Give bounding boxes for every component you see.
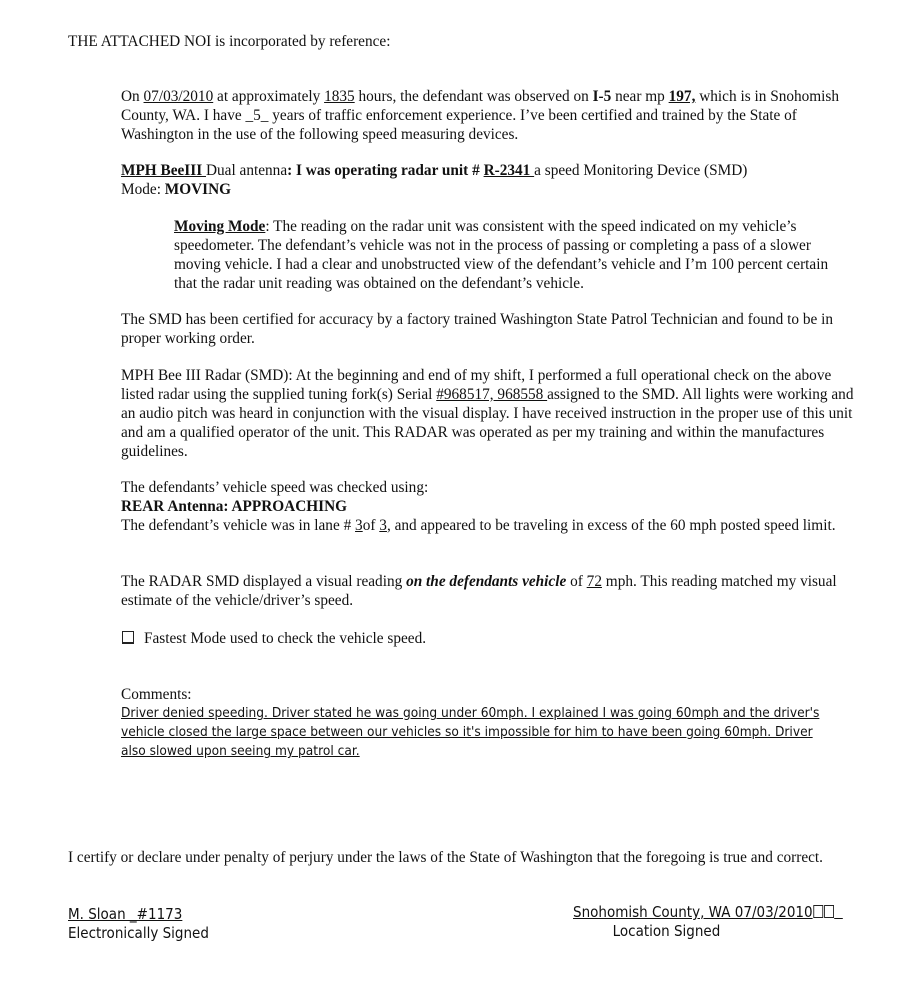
device-paragraph: MPH BeeIII Dual antenna: I was operating radar unit # R-2341 a speed Monitoring Device (SMD) Mode: MOVING (121, 162, 748, 198)
location-label: Location Signed (612, 922, 721, 940)
observation-paragraph: On 07/03/2010 at approximately 1835 hours, the defendant was observed on I-5 near mp 197, which is in Snohomish County, WA. I have _5_ years of traffic enforcement experience. I’ve been certified and trained by the State of Washington in the use of the following speed measuring devices. (121, 88, 840, 143)
device-model: MPH BeeIII (121, 162, 206, 179)
header-text: THE ATTACHED NOI is incorporated by reference: (68, 33, 391, 50)
speed-check-paragraph: The defendants’ vehicle speed was checked using: REAR Antenna: APPROACHING The defendant’s vehicle was in lane # 3of 3, and appeared to be traveling in excess of the 60 mph posted speed limit. (121, 479, 836, 534)
comment-line: vehicle closed the large space between our vehicles so it's impossible for him to have been going 60mph. Driver (121, 724, 813, 740)
operational-check-paragraph: MPH Bee III Radar (SMD): At the beginning and end of my shift, I performed a full operational check on the above listed radar using the supplied tuning fork(s) Serial #968517, 968558 assigned to the SMD. All lights were working and an audio pitch was heard in conjunction with the visual display. I have received instruction in the proper use of this unit and am a qualified operator of the unit. This RADAR was operated as per my training and within the manufactures guidelines. (121, 367, 854, 460)
antenna-mode: REAR Antenna: APPROACHING (121, 498, 348, 515)
radar-mode: MOVING (164, 181, 232, 198)
location-value: Snohomish County, WA 07/03/2010 (573, 903, 813, 921)
tuning-fork-serials: #968517, 968558 (436, 386, 548, 403)
radar-unit: R-2341 (483, 162, 535, 179)
comments-label: Comments: (121, 686, 192, 703)
observation-time: 1835 (324, 88, 355, 105)
fastest-mode-checkbox[interactable] (122, 631, 134, 644)
observation-date: 07/03/2010 (143, 88, 214, 105)
lane: 3 (355, 517, 363, 534)
location-block (573, 903, 843, 941)
moving-mode-paragraph: Moving Mode: The reading on the radar unit was consistent with the speed indicated on my vehicle’s speedometer. The defendant’s vehicle was not in the process of passing or completing a pass of a slower moving vehicle. I had a clear and unobstructed view of the defendant’s vehicle and I’m 100 percent certain that the radar unit reading was obtained on the defendant’s vehicle. (174, 218, 829, 292)
reading-paragraph: The RADAR SMD displayed a visual reading on the defendants vehicle of 72 mph. This reading matched my visual estimate of the vehicle/driver’s speed. (121, 573, 837, 609)
road: I-5 (592, 88, 612, 105)
lane-count: 3 (379, 517, 387, 534)
years-experience: _5_ (245, 107, 269, 124)
comment-line: also slowed upon seeing my patrol car. (121, 743, 360, 759)
signature-block (68, 905, 209, 943)
certification-paragraph: The SMD has been certified for accuracy by a factory trained Washington State Patrol Technician and found to be in proper working order. (121, 311, 834, 347)
comments-section (121, 685, 881, 761)
comment-line: Driver denied speeding. Driver stated he was going under 60mph. I explained I was going 60mph and the driver's (121, 705, 820, 721)
signer-name: M. Sloan _#1173 (68, 905, 183, 923)
fastest-mode-label: Fastest Mode used to check the vehicle speed. (144, 630, 427, 647)
fastest-mode-row (122, 629, 426, 648)
signature-label: Electronically Signed (68, 924, 209, 942)
milepost: 197, (668, 88, 696, 105)
certify-statement: I certify or declare under penalty of perjury under the laws of the State of Washington that the foregoing is true and correct. (68, 849, 823, 866)
speed-reading: 72 (586, 573, 602, 590)
